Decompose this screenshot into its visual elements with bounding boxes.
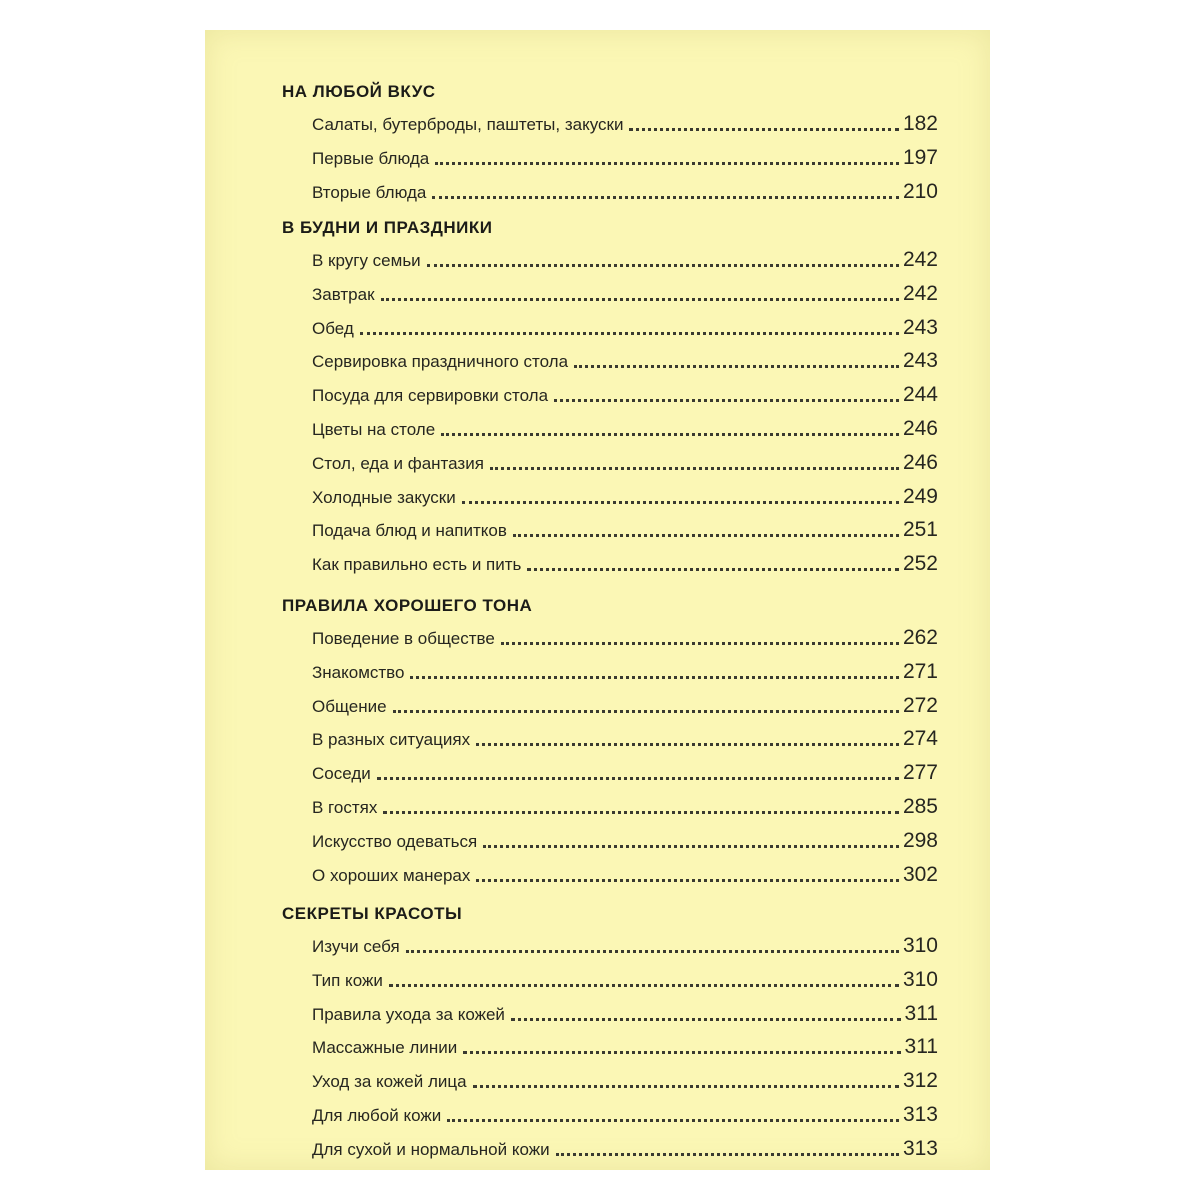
dot-leader	[490, 467, 899, 470]
dot-leader	[473, 1085, 899, 1088]
page-number: 246	[902, 450, 938, 474]
page-number: 313	[902, 1103, 938, 1126]
entry-title: Знакомство	[312, 662, 405, 682]
dot-leader	[389, 984, 899, 987]
page-number: 311	[904, 1001, 938, 1025]
entry-title: О хороших манерах	[312, 865, 471, 885]
page-number: 243	[902, 349, 938, 373]
page-number: 313	[902, 1136, 938, 1160]
dot-leader	[406, 950, 899, 953]
entry-title: Стол, еда и фантазия	[312, 453, 484, 473]
entry-title: Холодные закуски	[312, 487, 456, 507]
entry-title: Тип кожи	[312, 970, 383, 990]
entry-title: Правила ухода за кожей	[312, 1004, 505, 1024]
entry-title: Уход за кожей лица	[312, 1072, 467, 1092]
toc-entry[interactable]	[312, 546, 938, 576]
toc-entry[interactable]	[312, 996, 938, 1026]
page-number: 285	[902, 795, 938, 818]
entry-title: Искусство одеваться	[312, 831, 478, 851]
dot-leader	[381, 298, 899, 301]
toc-entry[interactable]	[312, 721, 938, 751]
section-heading: НА ЛЮБОЙ ВКУС	[282, 82, 436, 101]
page-number: 249	[902, 484, 938, 508]
page-number: 243	[902, 315, 938, 339]
entry-title: Поведение в обществе	[312, 629, 495, 648]
dot-leader	[476, 743, 899, 746]
toc-entry[interactable]	[312, 106, 938, 136]
toc-entry[interactable]	[312, 445, 938, 475]
toc-entry[interactable]	[312, 688, 938, 718]
toc-entry[interactable]	[312, 755, 938, 785]
toc-entry[interactable]	[312, 174, 938, 204]
dot-leader	[393, 710, 899, 713]
entry-title: Для любой кожи	[312, 1106, 442, 1125]
entry-title: Как правильно есть и пить	[312, 555, 522, 575]
page-number: 244	[902, 383, 938, 407]
toc-entry[interactable]	[312, 276, 938, 306]
entry-title: Завтрак	[312, 284, 375, 304]
dot-leader	[556, 1153, 899, 1156]
entry-title: Посуда для сервировки стола	[312, 386, 549, 406]
page-number: 302	[902, 862, 938, 886]
dot-leader	[462, 501, 899, 504]
entry-title: Для сухой и нормальной кожи	[312, 1139, 550, 1159]
entry-title: В гостях	[312, 798, 378, 817]
toc-entry[interactable]	[312, 654, 938, 684]
page-number: 242	[902, 281, 938, 305]
toc-entry[interactable]	[312, 242, 938, 272]
page-number: 197	[902, 145, 938, 169]
toc-entry[interactable]	[312, 789, 938, 819]
dot-leader	[527, 568, 899, 571]
dot-leader	[427, 264, 899, 267]
dot-leader	[435, 162, 899, 165]
page-number: 210	[902, 179, 938, 203]
entry-title: Подача блюд и напитков	[312, 521, 507, 541]
dot-leader	[511, 1018, 901, 1021]
toc-entry[interactable]	[312, 1131, 938, 1161]
page-number: 271	[902, 659, 938, 683]
toc-entry[interactable]	[312, 857, 938, 887]
toc-entry[interactable]	[312, 1029, 938, 1059]
page-number: 251	[902, 518, 938, 542]
entry-title: Изучи себя	[312, 937, 400, 956]
entry-title: Обед	[312, 318, 354, 338]
entry-title: Цветы на столе	[312, 420, 436, 439]
page-number: 242	[902, 248, 938, 271]
dot-leader	[360, 332, 899, 335]
dot-leader	[463, 1051, 900, 1054]
entry-title: В кругу семьи	[312, 251, 421, 270]
toc-entry[interactable]	[312, 411, 938, 441]
page-number: 277	[902, 761, 938, 785]
page-number: 310	[902, 934, 938, 957]
page-number: 311	[904, 1035, 938, 1059]
toc-entry[interactable]	[312, 962, 938, 992]
dot-leader	[432, 196, 899, 199]
page-number: 298	[902, 828, 938, 852]
toc-entry[interactable]	[312, 343, 938, 373]
dot-leader	[629, 128, 898, 131]
entry-title: Вторые блюда	[312, 182, 427, 202]
dot-leader	[447, 1119, 899, 1122]
toc-entry[interactable]	[312, 620, 938, 650]
dot-leader	[501, 642, 899, 645]
page-number: 274	[902, 727, 938, 751]
toc-entry[interactable]	[312, 377, 938, 407]
dot-leader	[383, 811, 899, 814]
entry-title: Общение	[312, 696, 387, 716]
section-heading: В БУДНИ И ПРАЗДНИКИ	[282, 218, 493, 237]
dot-leader	[476, 879, 899, 882]
page-number: 182	[902, 112, 938, 135]
entry-title: Сервировка праздничного стола	[312, 352, 569, 372]
entry-title: В разных ситуациях	[312, 730, 471, 750]
page-number: 312	[902, 1069, 938, 1093]
book-page	[205, 30, 990, 1170]
toc-entry[interactable]	[312, 140, 938, 170]
toc-entry[interactable]	[312, 479, 938, 509]
dot-leader	[441, 433, 899, 436]
dot-leader	[483, 845, 899, 848]
toc-entry[interactable]	[312, 310, 938, 340]
toc-entry[interactable]	[312, 1097, 938, 1127]
page-number: 246	[902, 417, 938, 440]
page-number: 252	[902, 552, 938, 576]
entry-title: Массажные линии	[312, 1038, 458, 1058]
toc-entry[interactable]	[312, 928, 938, 958]
dot-leader	[554, 399, 899, 402]
page-number: 272	[902, 693, 938, 717]
entry-title: Соседи	[312, 764, 371, 784]
toc-entry[interactable]	[312, 512, 938, 542]
section-heading: ПРАВИЛА ХОРОШЕГО ТОНА	[282, 596, 533, 615]
entry-title: Первые блюда	[312, 148, 430, 168]
toc-entry[interactable]	[312, 823, 938, 853]
section-heading: СЕКРЕТЫ КРАСОТЫ	[282, 904, 463, 923]
dot-leader	[377, 777, 899, 780]
page-number: 310	[902, 967, 938, 991]
page-number: 262	[902, 626, 938, 649]
dot-leader	[513, 534, 899, 537]
dot-leader	[410, 676, 898, 679]
toc-entry[interactable]	[312, 1063, 938, 1093]
dot-leader	[574, 365, 899, 368]
entry-title: Салаты, бутерброды, паштеты, закуски	[312, 115, 624, 134]
